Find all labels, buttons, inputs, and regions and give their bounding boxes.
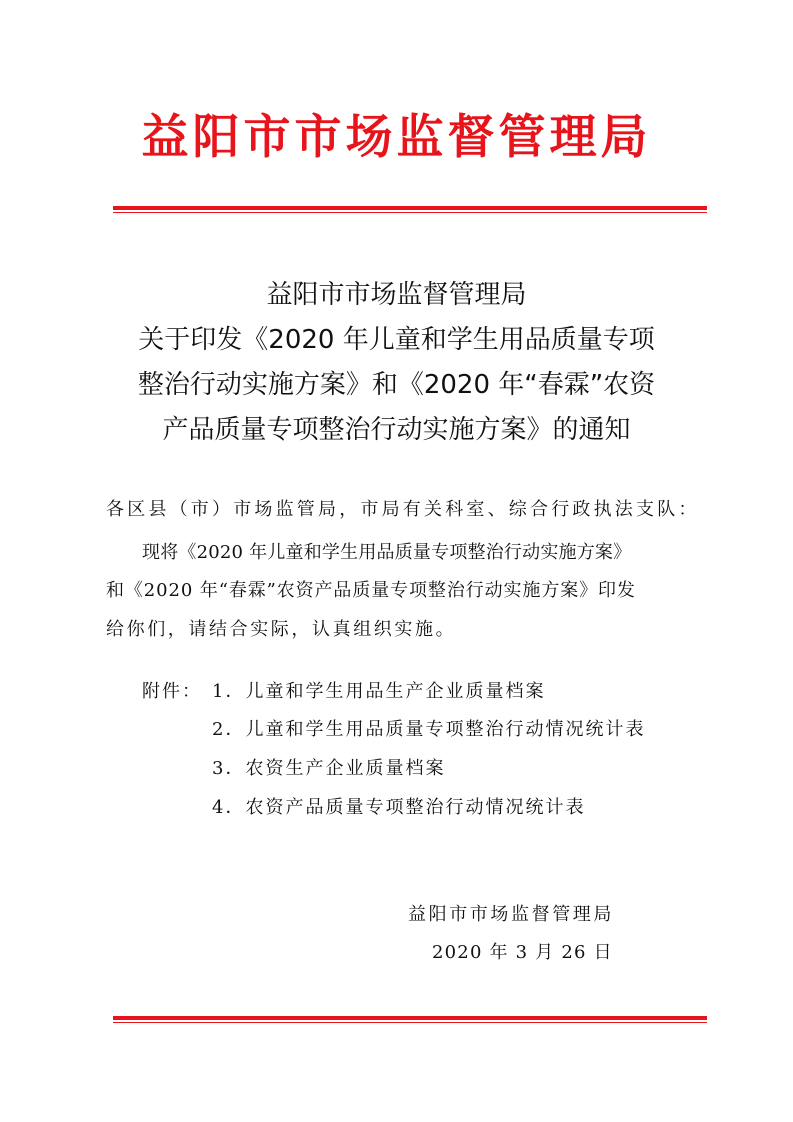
title-line-3: 整治行动实施方案》和《2020 年“春霖”农资 xyxy=(137,370,656,400)
divider-thin-line xyxy=(113,212,707,213)
attachment-item-3: 3．农资生产企业质量档案 xyxy=(212,758,446,779)
masthead-title: 益阳市市场监督管理局 xyxy=(141,110,652,165)
divider-thin-line xyxy=(113,1022,707,1023)
divider-thick-line xyxy=(113,206,707,210)
attachments-label: 附件： xyxy=(142,681,202,702)
title-line-4: 产品质量专项整治行动实施方案》的通知 xyxy=(162,415,631,445)
signature-org: 益阳市市场监督管理局 xyxy=(408,904,614,925)
attachment-item-1: 1．儿童和学生用品生产企业质量档案 xyxy=(212,681,546,702)
title-line-1: 益阳市市场监督管理局 xyxy=(266,280,527,310)
document-title xyxy=(80,273,713,453)
divider-thick-line xyxy=(113,1016,707,1020)
body-line-2: 和《2020 年“春霖”农资产品质量专项整治行动实施方案》印发 xyxy=(106,580,636,601)
masthead-divider xyxy=(113,206,707,213)
attachment-item-4: 4．农资产品质量专项整治行动情况统计表 xyxy=(212,797,586,818)
addressee-line: 各区县（市）市场监管局，市局有关科室、综合行政执法支队： xyxy=(106,499,700,520)
footer-divider xyxy=(113,1016,707,1023)
signature-date: 2020 年 3 月 26 日 xyxy=(432,942,613,963)
body-line-3: 给你们，请结合实际，认真组织实施。 xyxy=(106,619,457,640)
title-line-2: 关于印发《2020 年儿童和学生用品质量专项 xyxy=(138,325,655,355)
attachment-item-2: 2．儿童和学生用品质量专项整治行动情况统计表 xyxy=(212,719,646,740)
body-line-1: 现将《2020 年儿童和学生用品质量专项整治行动实施方案》 xyxy=(142,542,632,563)
